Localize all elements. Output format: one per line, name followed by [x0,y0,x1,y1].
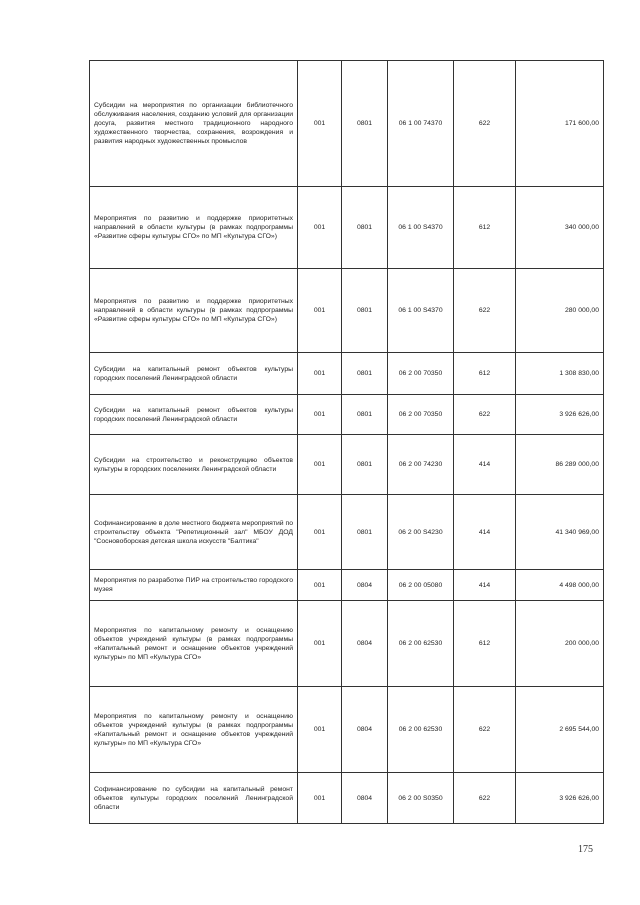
table-row [90,601,604,687]
ministry-code: 001 [298,495,342,570]
section-code: 0801 [342,495,388,570]
amount: 200 000,00 [516,601,604,687]
item-name: Мероприятия по капитальному ремонту и оснащению объектов учреждений культуры (в рамках подпрограммы «Капитальный ремонт и оснащение объектов учреждений культуры» по МП «Культура СГО» [90,601,298,687]
expense-type-code: 622 [454,395,516,435]
expense-type-code: 612 [454,187,516,269]
section-code: 0804 [342,601,388,687]
item-name: Субсидии на мероприятия по организации библиотечного обслуживания населения, созданию условий для организации досуга, развития местного традиционного народного художественного творчества, сохранения, возрождения и развития народных художественных промыслов [90,61,298,187]
section-code: 0801 [342,435,388,495]
section-code: 0801 [342,395,388,435]
table-row [90,187,604,269]
target-code: 06 2 00 62530 [388,687,454,773]
table-row [90,353,604,395]
section-code: 0801 [342,61,388,187]
table-row [90,495,604,570]
expense-type-code: 612 [454,353,516,395]
item-name: Мероприятия по разработке ПИР на строительство городского музея [90,570,298,601]
ministry-code: 001 [298,269,342,353]
table-row [90,570,604,601]
item-name: Мероприятия по развитию и поддержке приоритетных направлений в области культуры (в рамках подпрограммы «Развитие сферы культуры СГО» по МП «Культура СГО») [90,269,298,353]
expense-type-code: 414 [454,435,516,495]
amount: 86 289 000,00 [516,435,604,495]
ministry-code: 001 [298,187,342,269]
target-code: 06 2 00 74230 [388,435,454,495]
table-row [90,773,604,824]
expense-type-code: 622 [454,687,516,773]
expense-type-code: 622 [454,269,516,353]
ministry-code: 001 [298,601,342,687]
expense-type-code: 612 [454,601,516,687]
ministry-code: 001 [298,395,342,435]
amount: 280 000,00 [516,269,604,353]
expense-type-code: 414 [454,495,516,570]
table-row [90,435,604,495]
expense-type-code: 622 [454,61,516,187]
amount: 340 000,00 [516,187,604,269]
item-name: Мероприятия по развитию и поддержке приоритетных направлений в области культуры (в рамках подпрограммы «Развитие сферы культуры СГО» по МП «Культура СГО») [90,187,298,269]
amount: 41 340 969,00 [516,495,604,570]
target-code: 06 2 00 62530 [388,601,454,687]
ministry-code: 001 [298,687,342,773]
amount: 1 308 830,00 [516,353,604,395]
section-code: 0801 [342,187,388,269]
ministry-code: 001 [298,435,342,495]
ministry-code: 001 [298,773,342,824]
amount: 2 695 544,00 [516,687,604,773]
budget-table [89,60,604,824]
expense-type-code: 414 [454,570,516,601]
amount: 3 926 626,00 [516,395,604,435]
amount: 171 600,00 [516,61,604,187]
section-code: 0804 [342,570,388,601]
table-row [90,395,604,435]
section-code: 0801 [342,353,388,395]
item-name: Софинансирование по субсидии на капитальный ремонт объектов культуры городских поселений Ленинградской области [90,773,298,824]
target-code: 06 1 00 74370 [388,61,454,187]
page-number: 175 [578,844,593,855]
target-code: 06 2 00 S0350 [388,773,454,824]
section-code: 0804 [342,773,388,824]
item-name: Софинансирование в доле местного бюджета мероприятий по строительству объекта "Репетиционный зал" МБОУ ДОД "Сосновоборская детская школа искусств "Балтика" [90,495,298,570]
amount: 3 926 626,00 [516,773,604,824]
target-code: 06 1 00 S4370 [388,269,454,353]
section-code: 0804 [342,687,388,773]
target-code: 06 1 00 S4370 [388,187,454,269]
item-name: Субсидии на капитальный ремонт объектов культуры городских поселений Ленинградской области [90,395,298,435]
section-code: 0801 [342,269,388,353]
item-name: Мероприятия по капитальному ремонту и оснащению объектов учреждений культуры (в рамках подпрограммы «Капитальный ремонт и оснащение объектов учреждений культуры» по МП «Культура СГО» [90,687,298,773]
expense-type-code: 622 [454,773,516,824]
amount: 4 498 000,00 [516,570,604,601]
table-row [90,687,604,773]
ministry-code: 001 [298,61,342,187]
target-code: 06 2 00 05080 [388,570,454,601]
target-code: 06 2 00 70350 [388,395,454,435]
table-row [90,61,604,187]
item-name: Субсидии на строительство и реконструкцию объектов культуры в городских поселениях Ленинградской области [90,435,298,495]
item-name: Субсидии на капитальный ремонт объектов культуры городских поселений Ленинградской области [90,353,298,395]
ministry-code: 001 [298,570,342,601]
target-code: 06 2 00 70350 [388,353,454,395]
ministry-code: 001 [298,353,342,395]
target-code: 06 2 00 S4230 [388,495,454,570]
table-row [90,269,604,353]
